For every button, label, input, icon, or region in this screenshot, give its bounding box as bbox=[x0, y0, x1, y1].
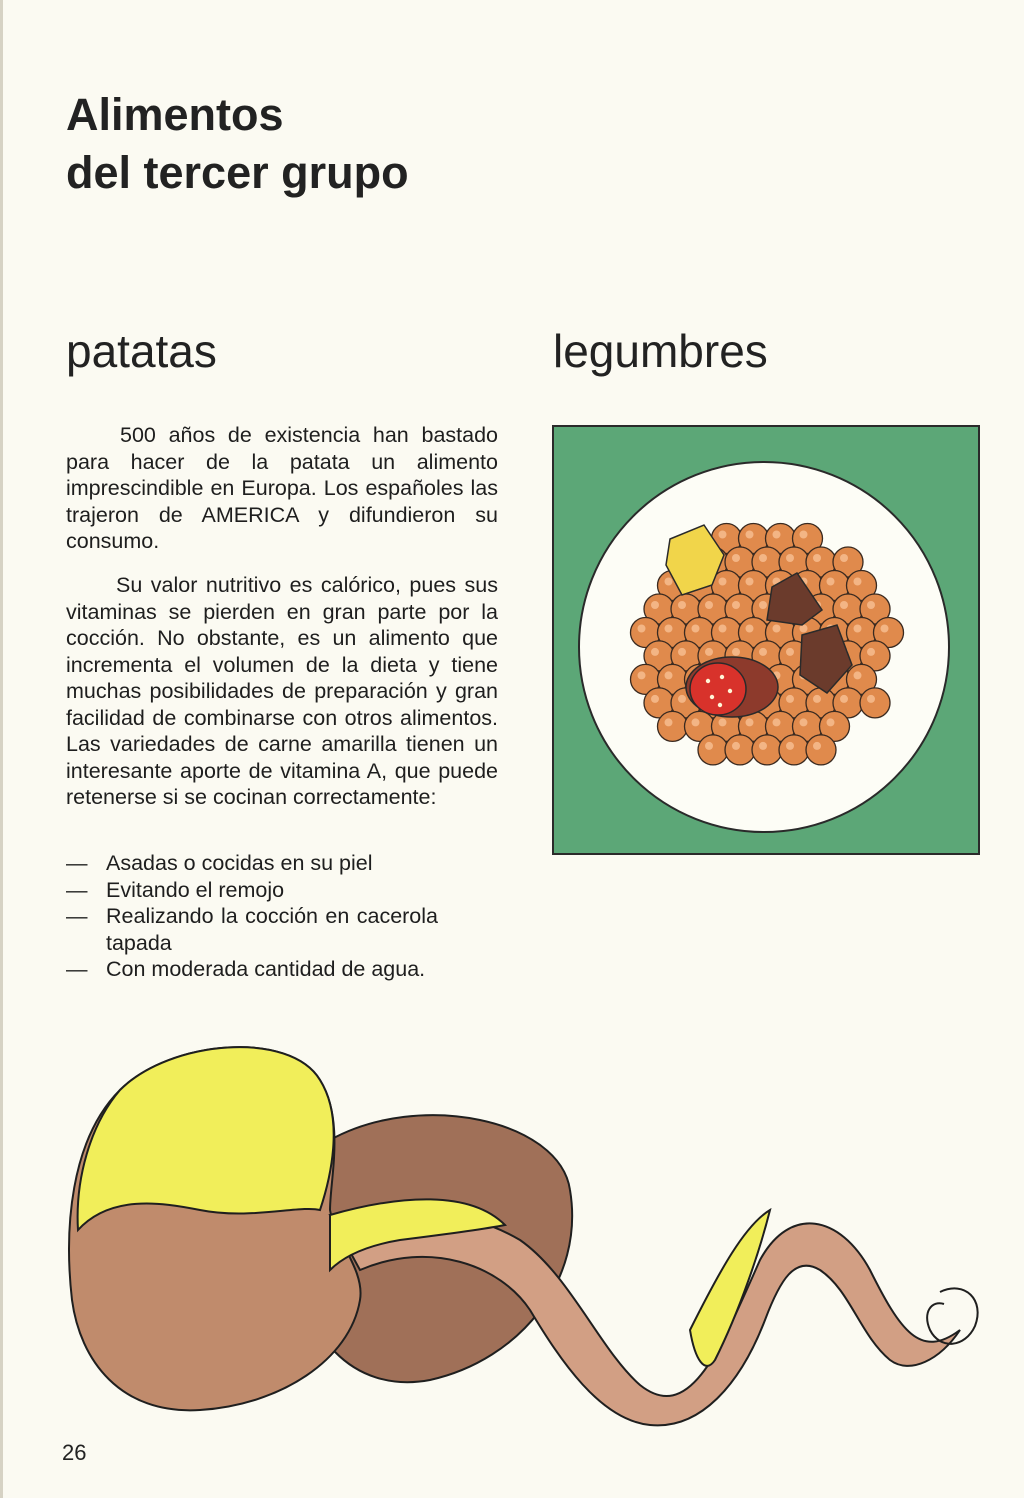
chickpea-highlight bbox=[867, 695, 875, 703]
chickpea-highlight bbox=[773, 625, 781, 633]
chickpea-highlight bbox=[800, 625, 808, 633]
chickpea-highlight bbox=[813, 742, 821, 750]
chickpea-highlight bbox=[813, 554, 821, 562]
chickpea-highlight bbox=[678, 648, 686, 656]
chickpea-highlight bbox=[759, 742, 767, 750]
chickpea-highlight bbox=[692, 625, 700, 633]
chickpea-highlight bbox=[692, 718, 700, 726]
chickpea-highlight bbox=[705, 601, 713, 609]
chickpea bbox=[806, 735, 836, 765]
legumbres-heading: legumbres bbox=[553, 325, 768, 377]
chickpea-highlight bbox=[786, 554, 794, 562]
chickpea-highlight bbox=[800, 531, 808, 539]
chickpea-highlight bbox=[840, 695, 848, 703]
chickpea-highlight bbox=[759, 648, 767, 656]
chickpea-highlight bbox=[732, 648, 740, 656]
chickpea bbox=[698, 735, 728, 765]
chickpea-plate-illustration bbox=[552, 425, 980, 855]
potatoes-illustration bbox=[0, 1030, 1024, 1430]
chickpea-highlight bbox=[746, 531, 754, 539]
tip-item: — Evitando el remojo bbox=[66, 877, 438, 904]
chickpea-highlight bbox=[665, 718, 673, 726]
tip-item: — Asadas o cocidas en su piel bbox=[66, 850, 438, 877]
cut-potato-flesh bbox=[78, 1047, 334, 1230]
chickpea-highlight bbox=[759, 554, 767, 562]
page-title-line-1: Alimentos bbox=[66, 89, 284, 140]
chickpea bbox=[752, 735, 782, 765]
page-title-line-2: del tercer grupo bbox=[66, 147, 409, 198]
chickpea-highlight bbox=[827, 718, 835, 726]
patatas-heading: patatas bbox=[66, 325, 217, 377]
chickpea-highlight bbox=[638, 671, 646, 679]
chickpea-highlight bbox=[881, 625, 889, 633]
chickpea-highlight bbox=[705, 648, 713, 656]
chickpea-highlight bbox=[867, 601, 875, 609]
chickpea-highlight bbox=[854, 625, 862, 633]
chorizo-slice bbox=[690, 663, 746, 715]
chickpea bbox=[725, 735, 755, 765]
chickpea-highlight bbox=[854, 578, 862, 586]
tip-item: — Con moderada cantidad de agua. bbox=[66, 956, 438, 983]
chickpea-highlight bbox=[746, 625, 754, 633]
chickpea-highlight bbox=[786, 742, 794, 750]
chickpea-highlight bbox=[651, 695, 659, 703]
chickpea-highlight bbox=[651, 648, 659, 656]
chickpea-highlight bbox=[665, 578, 673, 586]
chickpea-highlight bbox=[813, 695, 821, 703]
chickpea-highlight bbox=[719, 718, 727, 726]
patatas-paragraph-1: 500 años de existencia han bastado para hacer de la patata un alimento imprescindible en Europa. Los españoles las trajeron de AMERICA y difundieron su consumo. bbox=[66, 423, 498, 553]
chickpea-highlight bbox=[840, 601, 848, 609]
chickpea-highlight bbox=[719, 625, 727, 633]
chickpea-highlight bbox=[732, 742, 740, 750]
chickpea-highlight bbox=[638, 625, 646, 633]
chickpea-highlight bbox=[651, 601, 659, 609]
chickpea-highlight bbox=[705, 742, 713, 750]
chickpea-highlight bbox=[786, 648, 794, 656]
chickpea-highlight bbox=[665, 625, 673, 633]
chickpea-highlight bbox=[786, 695, 794, 703]
chickpea-highlight bbox=[732, 554, 740, 562]
chickpea bbox=[779, 735, 809, 765]
chickpea-highlight bbox=[854, 671, 862, 679]
chickpea-highlight bbox=[840, 554, 848, 562]
patatas-tips-list bbox=[66, 850, 438, 983]
chickpea-highlight bbox=[746, 718, 754, 726]
chickpea-highlight bbox=[746, 578, 754, 586]
chickpea-highlight bbox=[665, 671, 673, 679]
chickpea-highlight bbox=[678, 695, 686, 703]
chickpea-highlight bbox=[800, 718, 808, 726]
chickpea-highlight bbox=[773, 718, 781, 726]
chickpea bbox=[860, 688, 890, 718]
tip-item: — Realizando la cocción en cacerola tapada bbox=[66, 903, 438, 956]
chickpea bbox=[658, 711, 688, 741]
page-title bbox=[66, 86, 409, 202]
page-number: 26 bbox=[62, 1440, 87, 1465]
chickpea-highlight bbox=[719, 531, 727, 539]
chickpea-highlight bbox=[732, 601, 740, 609]
chickpea-highlight bbox=[827, 578, 835, 586]
patatas-paragraph-2: Su valor nutritivo es calórico, pues sus vitaminas se pierden en gran parte por la cocción. No obstante, es un alimento que incrementa el volumen de la dieta y tiene muchas posibilidades de preparación y gran facilidad de combinarse con otros alimentos. Las variedades de carne amarilla tienen un interesante aporte de vitamina A, que puede retenerse si se cocinan correctamente: bbox=[66, 573, 498, 809]
chickpea-highlight bbox=[867, 648, 875, 656]
chickpea-highlight bbox=[759, 601, 767, 609]
chickpea-highlight bbox=[678, 601, 686, 609]
chickpea-highlight bbox=[773, 531, 781, 539]
chickpea-highlight bbox=[719, 578, 727, 586]
